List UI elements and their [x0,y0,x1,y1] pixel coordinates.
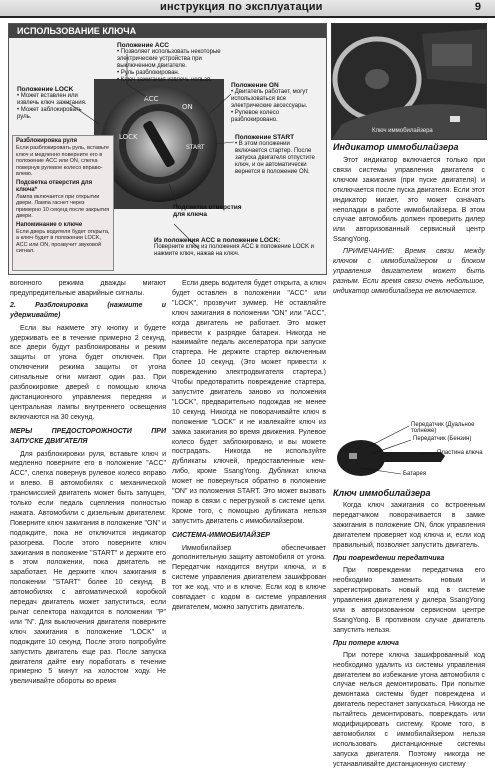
callout-lock [17,86,93,121]
subheading: При повреждении передатчика [333,554,445,562]
callout-acc-item: • Руль разблокирован. [117,70,180,76]
callout-key-light [173,204,243,218]
page-number: 9 [474,1,481,13]
callout-acc-head: Положение ACC [117,42,169,49]
info-box-head: Разблокировка руля [16,138,77,144]
info-box-text: Если дверь водителя будет открыта, а ключ будет в положении LOCK, ACC или ON, прозвучит звуковой сигнал. [16,228,110,254]
key-label: Передатчик (Дуальное толнеже) [411,422,475,434]
info-boxes [12,135,114,271]
info-box-head: Напоминание о ключе [16,221,83,228]
paragraph: Если вы нажмете эту кнопку и будете удерживать ее в течение примерно 2 секунд, все двери будут разблокированы и режим защиты от угона будет отключен. При отключении режима защиты от угона сигнальные огни мигают один раз. При разблокировке дверей с помощью ключа дистанционного управления передняя и центральная лампы внутреннего освещения включаются на 30 секунд. [10,324,166,421]
callout-start-head: Положение START [235,134,295,141]
subheading: При потере ключа [333,639,399,647]
key-caption: Ключ иммобилайзера [333,488,431,498]
paragraph: Если дверь водителя будет открыта, а ключ будет оставлен в положении "ACC" или "LOCK", прозвучит зуммер. Не оставляйте ключ зажигания в положении "ON" или "ACC", когда двигатель не работает. Это может привести к разрядке батареи. Никогда не нажимайте педаль акселератора при запуске стартера. Не держите стартер включенным более 10 секунд. (Это может привести к повреждению электродвигателя стартера.) Чтобы предотвратить повреждение стартера, запустите двигатель заново из положения "LOCK", предварительно подождав не менее 10 секунд. Никогда не поворачивайте ключ в положение "LOCK" и не извлекайте ключ из замка зажигания во время движения. Рулевое колесо будет заблокировано, и вы можете пострадать. Никогда не используйте дубликаты ключей, предоставленные кем-либо, кроме SsangYong. Дубликат ключа может не повернуться обратно в положение "ON" из положения START. Это может вызвать пожар в связи с перегрузкой в системе цепи. Кроме того, с помощью дубликата нельзя запустить двигатель с иммобилайзером. [172,280,326,525]
callout-on [231,82,321,124]
paragraph: Когда ключ зажигания со встроенным передатчиком поворачивается в замке зажигания в положение ON, блок управления двигателем проверяет код ключа и, если код правильный, позволяет запустить двигатель. [333,502,485,549]
paragraph: вогонного режима дважды мигают предупредительные аварийные сигналы. [10,280,166,297]
paragraph: При повреждении передатчика его необходимо заменить новым и зарегистрировать новый код в системе управления двигателем у дилера SsangYong или в авторизованном сервисном центре SsangYong. В противном случае двигатель запустить нельзя. [333,567,485,634]
paragraph: Этот индикатор включается только при связи системы управления двигателя с ключом зажигания (при пуске двигателя) и отключается после пуска двигателя. Если этот индикатор мигает, это может означать неполадки в работе иммобилайзера. В этом случае автомобиль должен проверить дилер или авторизованный сервисный центр SsangYong. [333,157,485,244]
callout-lock-head: Положение LOCK [17,86,74,93]
section-heading: Индикатор иммобилайзера [333,142,459,152]
info-box-head: Подсветка отверстия для ключа* [16,179,93,193]
callout-acc-item: • Ключ зажигания извлечь нельзя. [117,77,212,83]
callout-lock-item: • Может заблокировать руль. [17,107,82,120]
callout-on-item: • Рулевое колесо разблокировано. [231,110,280,123]
svg-text:LOCK: LOCK [119,133,138,141]
callout-on-head: Положение ON [231,82,279,89]
callout-acc-to-lock [154,237,324,258]
callout-key-light-head: Подсветка отверстия для ключа [173,204,242,218]
paragraph: При потере ключа зашифрованный код необходимо удалить из системы управления двигателем во избежание угона автомобиля с случае нелься демонтировать. При попытке демонтажа системы будет повреждена и двигатель перестанет запускаться. Никогда не пытайтесь демонтировать, повреждать или модифицировать систему. Кроме того, в автомобилях с иммобилайзером нельзя использовать дистанционные системы запуска двигателя. Поэтому никогда не устанавливайте дистанционную систему [333,651,485,768]
callout-on-item: • Двигатель работает, могут использоваться все электрические аксессуары. [231,89,309,109]
subheading: 2. Разблокировка (нажмите и удерживайте) [10,301,166,319]
header-title: инструкция по эксплуатации [160,1,323,13]
callout-start [235,134,323,176]
callout-acc [117,42,237,84]
svg-text:ACC: ACC [144,95,159,103]
paragraph: Иммобилайзер обеспечивает дополнительную защиту автомобиля от угона. Передатчик находится внутри ключа, и в системе управления двигателем зашифрован тот же код, что и в ключе. Если код в ключе совпадает с кодом в системе управления двигателем, можно запустить двигатель. [172,544,326,611]
section-heading: МЕРЫ ПРЕДОСТОРОЖНОСТИ ПРИ ЗАПУСКЕ ДВИГАТЕЛЯ [10,427,166,445]
dashboard-photo-caption: Ключ иммобилайзера [372,128,433,134]
column-3-bottom [333,501,485,770]
column-2 [172,279,326,613]
figure-title: ИСПОЛЬЗОВАНИЕ КЛЮЧА [9,24,326,38]
dashboard-photo-image [332,24,486,139]
immobilizer-key-illustration [331,418,485,484]
info-box-text: Лампа включается при открытии двери. Лампа гаснет через примерно 10 секунд после закрытия двери. [16,193,110,219]
key-label: Батарея [403,471,427,477]
svg-text:START: START [186,144,205,151]
callout-acc-to-lock-text: Поверните ключ из положения ACC в положение LOCK и нажмите ключ, нажав на ключ. [154,244,314,257]
paragraph: Для разблокировки руля, вставьте ключ и медленно поверните его в положение "ACC" ACC", слегка повернув рулевое колесо вправо и влево. В автомобилях с механической трансмиссией двигатель может быть запущен, только если педаль сцепления полностью нажата. Автомобили с дизельным двигателем: Поверните ключ зажигания в положение "ON" и подождите, пока не отключится индикатор разогрева. После этого поверните ключ зажигания в положение "START" и держите его в этом положении, пока двигатель не заработает. Не держите ключ зажигания в положении "START" более 10 секунд. В автомобилях с автоматической коробкой передач двигатель может запуститься, если рычаг селектора находится в положении "P" или "N". Для выключения двигателя поверните ключ зажигания в положение "LOCK" и подождите 10 секунд. После этого попробуйте запустить двигатель еще раз. После запуска двигателя дайте ему поработать в течение примерно 5 минут на холостом ходу. Не увеличивайте обороты во время [10,450,166,686]
callout-acc-to-lock-head: Из положения ACC в положение LOCK: [154,237,281,244]
callout-lock-item: • Может вставлен или извлечь ключ зажигания. [17,93,87,106]
callout-acc-item: • Позволяет использовать некоторые электрические устройства при выключенном двигателе. [117,49,221,69]
dashboard-photo [331,23,487,140]
key-label: Пластина ключа [437,450,483,456]
key-label: Передатчик (Бензин) [413,436,472,442]
section-heading: СИСТЕМА-ИММОБИЛАЙЗЕР [172,531,270,539]
column-1 [10,279,166,687]
info-box-text: Если разблокировать руль, вставьте ключ и медленно поверните его в положение ACC или ON, слегка повернув рулевое колесо вправо-влево. [16,145,109,177]
svg-text:ON: ON [182,103,193,111]
note: ПРИМЕЧАНИЕ: Время связи между ключом с иммобилайзером и блоком управления двигателем может быть разным. Если время связи очень небольшое, индикатор иммобилайзера не включается. [333,248,485,295]
page-header [0,0,495,18]
callout-start-item: • В этом положении включается стартер. После запуска двигателя отпустите ключ, и он автоматически вернется в положение ON. [235,141,315,175]
column-3-top [333,156,485,297]
